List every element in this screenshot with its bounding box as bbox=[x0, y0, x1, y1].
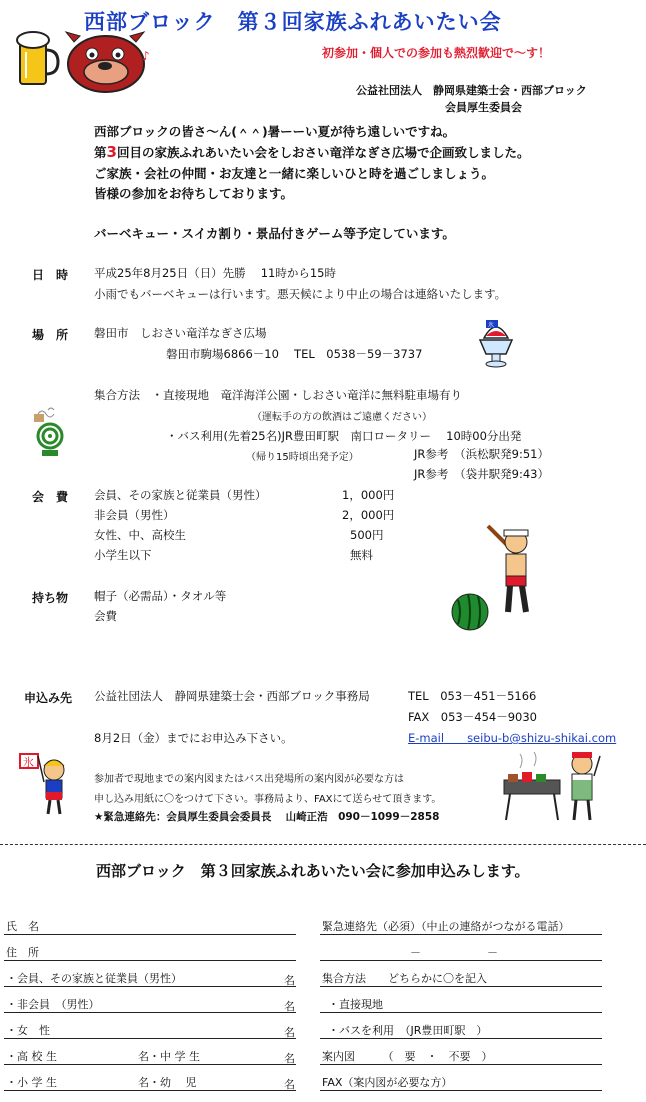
form-field-label: ・小 学 生 bbox=[6, 1076, 57, 1089]
form-field-unit: 名 bbox=[284, 1026, 295, 1039]
form-right-label: FAX（案内図が必要な方） bbox=[322, 1076, 453, 1089]
fee-row-name: 小学生以下 bbox=[94, 548, 152, 562]
form-input-line[interactable] bbox=[4, 934, 296, 935]
fee-row-name: 女性、中、高校生 bbox=[94, 528, 186, 542]
apply-tel: TEL 053－451－5166 bbox=[408, 689, 537, 703]
form-input-line[interactable] bbox=[4, 960, 296, 961]
meeting-line-3: ・バス利用(先着25名)JR豊田町駅 南口ロータリー 10時00分出発 bbox=[166, 429, 522, 443]
form-input-line[interactable] bbox=[320, 1012, 602, 1013]
form-field-label: ・会員、その家族と従業員（男性） bbox=[6, 972, 182, 985]
place-line-2: 磐田市駒場6866－10 TEL 0538－59－3737 bbox=[166, 347, 423, 361]
fee-row-price: 500円 bbox=[350, 528, 384, 542]
form-field-unit: 名 bbox=[284, 1052, 295, 1065]
fee-row-name: 非会員（男性） bbox=[94, 508, 175, 522]
items-line-1: 帽子（必需品）・タオル等 bbox=[94, 589, 227, 603]
form-field-label: ・高 校 生 bbox=[6, 1050, 57, 1063]
notes-line-1: 参加者で現地までの案内図またはバス出発場所の案内図が必要な方は bbox=[94, 774, 404, 785]
form-input-line[interactable] bbox=[4, 986, 296, 987]
form-field-label: ・女 性 bbox=[6, 1024, 50, 1037]
fee-row-name: 会員、その家族と従業員（男性） bbox=[94, 488, 267, 502]
svg-text:氷: 氷 bbox=[23, 756, 34, 769]
form-field-unit: 名 bbox=[284, 974, 295, 987]
form-field-mid-label: 名・中 学 生 bbox=[138, 1050, 200, 1063]
meeting-line-5: JR参考 （袋井駅発9:43） bbox=[414, 467, 549, 481]
form-field-unit: 名 bbox=[284, 1000, 295, 1013]
date-label: 日 時 bbox=[32, 268, 69, 282]
form-field-label: 氏 名 bbox=[6, 920, 39, 933]
form-field-unit: 名 bbox=[284, 1078, 295, 1091]
intro-line-2: 第3回目の家族ふれあいたい会をしおさい竜洋なぎさ広場で企画致しました。 bbox=[94, 143, 530, 161]
apply-deadline: 8月2日（金）までにお申込み下さい。 bbox=[94, 731, 293, 745]
date-line-1: 平成25年8月25日（日）先勝 11時から15時 bbox=[94, 266, 337, 280]
intro-line-5: バーベキュー・スイカ割り・景品付きゲーム等予定しています。 bbox=[94, 226, 455, 241]
place-label: 場 所 bbox=[32, 328, 69, 342]
notes-line-3: ★緊急連絡先：会員厚生委員会委員長 山崎正浩 090－1099－2858 bbox=[94, 811, 440, 823]
items-line-2: 会費 bbox=[94, 609, 117, 623]
form-input-line[interactable] bbox=[4, 1012, 296, 1013]
form-right-label: 集合方法 どちらかに〇を記入 bbox=[322, 972, 487, 985]
girl-with-ice-flag-icon bbox=[18, 752, 74, 816]
cut-line-divider bbox=[0, 844, 646, 845]
meeting-line-4: （帰り15時頃出発予定） bbox=[246, 452, 359, 463]
subtitle: 初参加・個人での参加も熱烈歓迎で～す！ bbox=[322, 46, 551, 60]
form-input-line[interactable] bbox=[320, 1038, 602, 1039]
form-right-label: 緊急連絡先（必須）（中止の連絡がつながる電話） bbox=[322, 920, 570, 933]
org-line-2: 会員厚生委員会 bbox=[445, 101, 522, 114]
barbecue-grill-icon bbox=[500, 750, 604, 822]
fee-row-price: 2，000円 bbox=[342, 508, 395, 522]
form-input-line[interactable] bbox=[4, 1090, 296, 1091]
form-input-line[interactable] bbox=[320, 1064, 602, 1065]
fee-row-price: 無料 bbox=[350, 548, 373, 562]
form-input-line[interactable] bbox=[4, 1064, 296, 1065]
apply-fax: FAX 053－454－9030 bbox=[408, 710, 537, 724]
watermelon-splitting-boy-icon bbox=[448, 516, 544, 632]
form-input-line[interactable] bbox=[320, 934, 602, 935]
form-input-line[interactable] bbox=[4, 1038, 296, 1039]
notes-line-2: 申し込み用紙に〇をつけて下さい。事務局より、FAXにて送らせて頂きます。 bbox=[94, 794, 442, 805]
mosquito-coil-icon bbox=[28, 404, 72, 460]
apply-label: 申込み先 bbox=[24, 691, 73, 705]
form-title: 西部ブロック 第３回家族ふれあいたい会に参加申込みします。 bbox=[96, 862, 530, 880]
page-title: 西部ブロック 第３回家族ふれあいたい会 bbox=[84, 10, 502, 34]
form-field-mid-label: 名・幼 児 bbox=[138, 1076, 197, 1089]
form-field-label: ・非会員 （男性） bbox=[6, 998, 100, 1011]
form-field-label: 住 所 bbox=[6, 946, 39, 959]
items-label: 持ち物 bbox=[32, 591, 69, 605]
fee-row-price: 1，000円 bbox=[342, 488, 395, 502]
form-right-label: ・直接現地 bbox=[328, 998, 383, 1011]
intro-line-1: 西部ブロックの皆さ～ん(＾＾)暑ーーい夏が待ち遠しいですね。 bbox=[94, 124, 456, 139]
beer-dog-illustration-icon bbox=[14, 24, 154, 94]
form-input-line[interactable] bbox=[320, 986, 602, 987]
apply-org: 公益社団法人 静岡県建築士会・西部ブロック事務局 bbox=[94, 689, 370, 703]
org-line-1: 公益社団法人 静岡県建築士会・西部ブロック bbox=[356, 84, 587, 97]
date-line-2: 小雨でもバーベキューは行います。悪天候により中止の場合は連絡いたします。 bbox=[94, 287, 507, 301]
form-right-label: 案内図 （ 要 ・ 不要 ） bbox=[322, 1050, 493, 1063]
meeting-line-1: 集合方法 ・直接現地 竜洋海洋公園・しおさい竜洋に無料駐車場有り bbox=[94, 388, 462, 402]
meeting-line-2: （運転手の方の飲酒はご遠慮ください） bbox=[252, 412, 432, 423]
form-right-label: － － bbox=[410, 946, 498, 959]
form-right-label: ・バスを利用 （JR豊田町駅 ） bbox=[328, 1024, 488, 1037]
intro-line-3: ご家族・会社の仲間・お友達と一緒に楽しいひと時を過ごしましょう。 bbox=[94, 166, 495, 181]
shaved-ice-icon bbox=[476, 318, 516, 370]
place-line-1: 磐田市 しおさい竜洋なぎさ広場 bbox=[94, 326, 267, 340]
meeting-line-4b: JR参考 （浜松駅発9:51） bbox=[414, 447, 549, 461]
svg-text:氷: 氷 bbox=[488, 322, 495, 329]
email-link[interactable]: E-mail seibu-b@shizu-shikai.com bbox=[408, 731, 617, 745]
form-input-line[interactable] bbox=[320, 960, 602, 961]
svg-text:♪: ♪ bbox=[142, 49, 150, 63]
fees-label: 会 費 bbox=[32, 490, 69, 504]
form-input-line[interactable] bbox=[320, 1090, 602, 1091]
intro-line-4: 皆様の参加をお待ちしております。 bbox=[94, 186, 294, 201]
